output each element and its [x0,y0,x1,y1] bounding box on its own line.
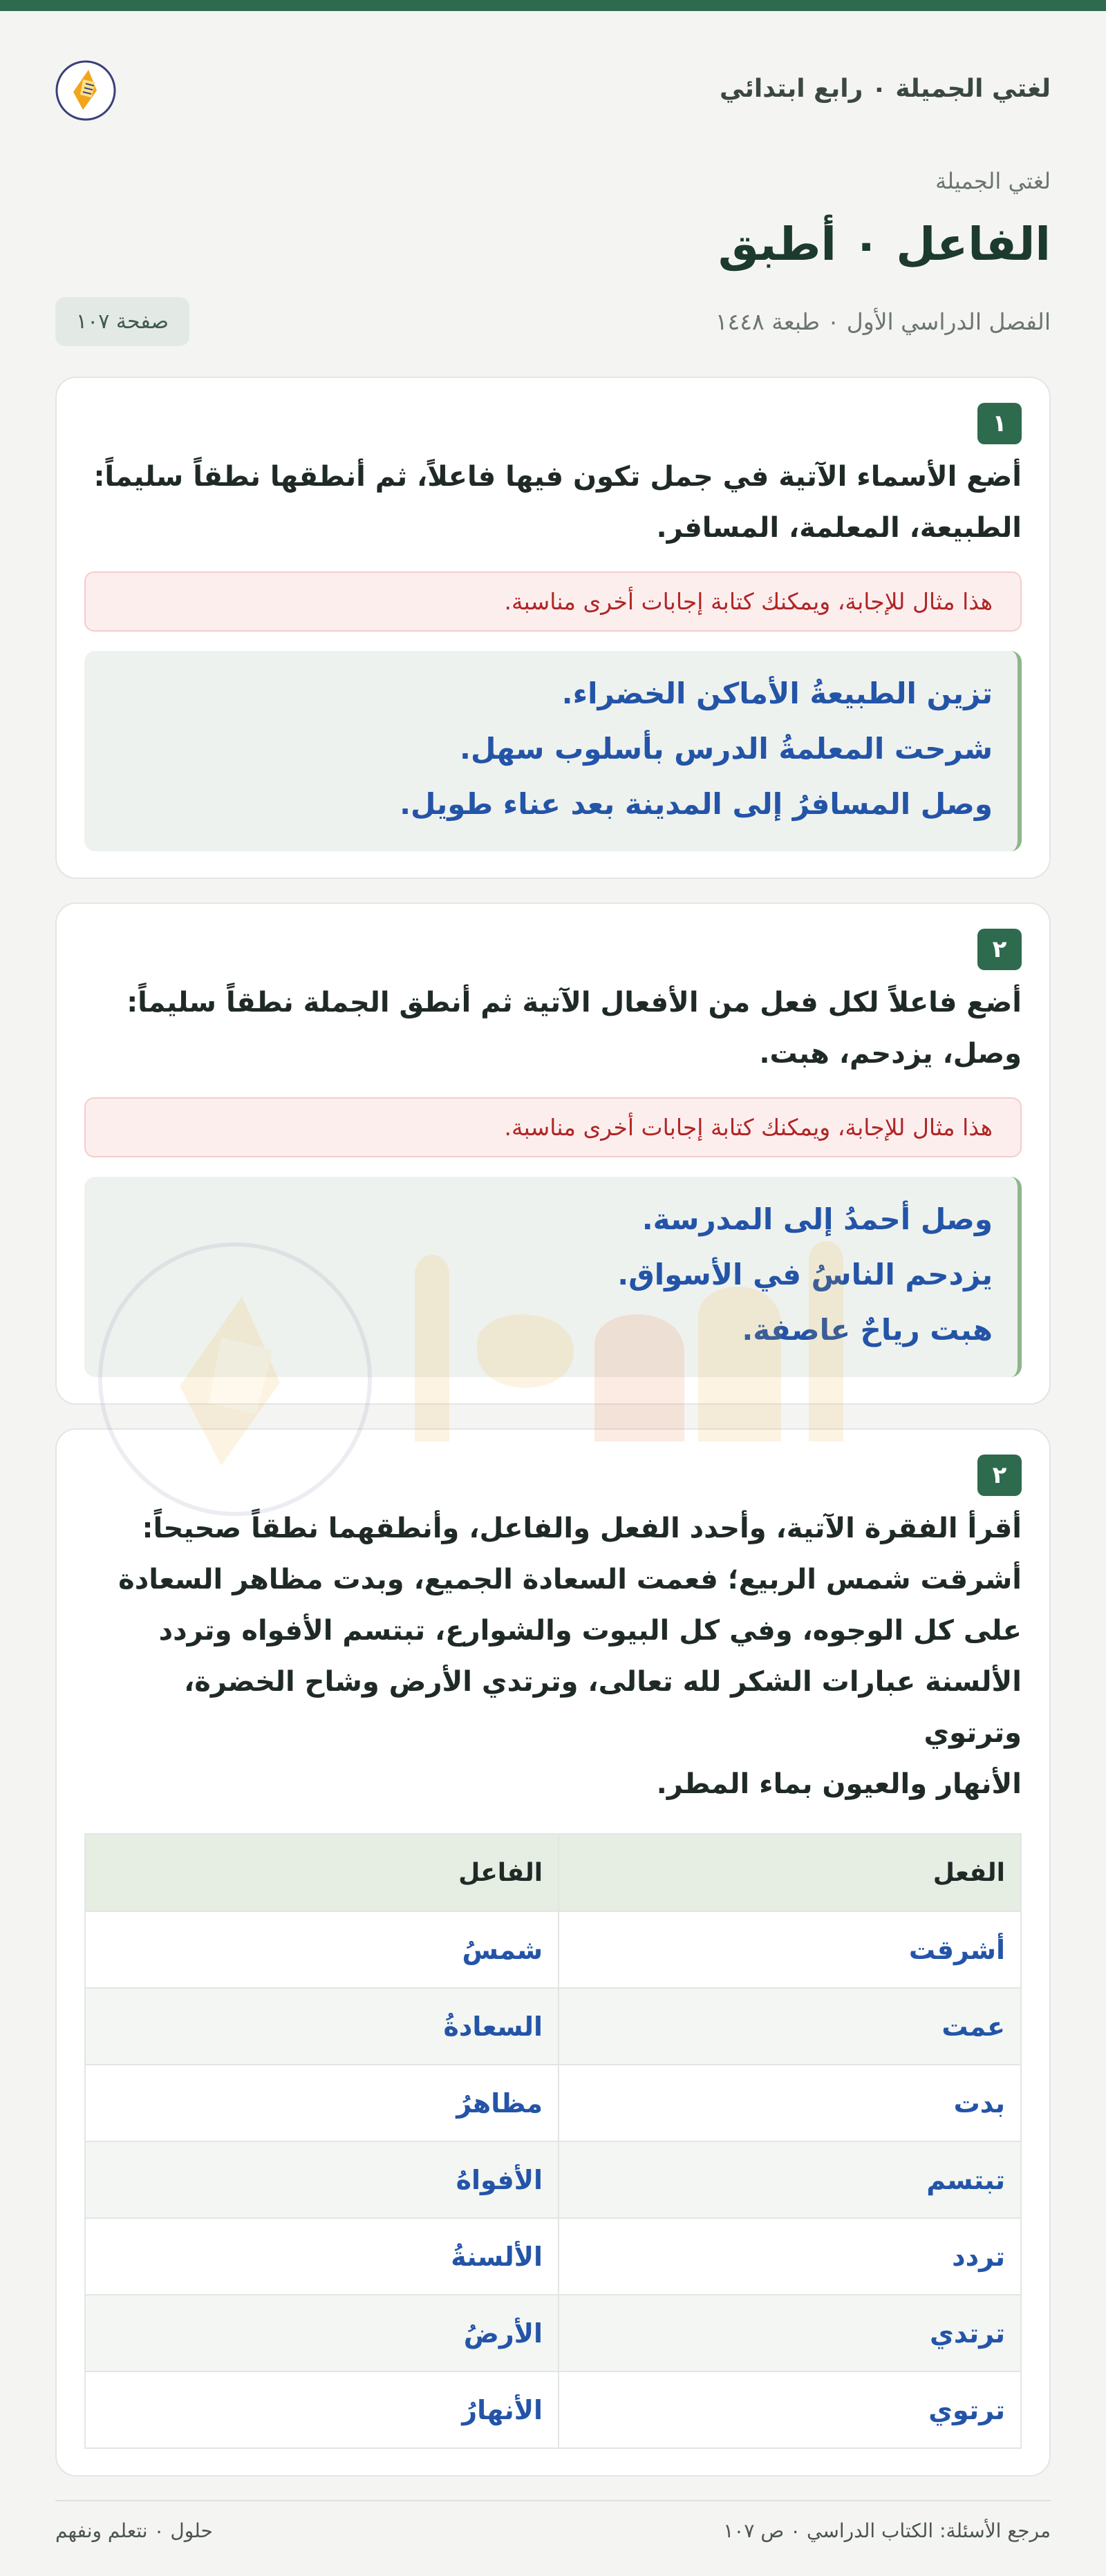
answer-line: يزدحم الناسُ في الأسواق. [617,1258,993,1291]
table-header-row [85,1834,1021,1911]
question-card-1 [55,377,1051,879]
meta-row [55,297,1051,346]
question-text [84,977,1022,1079]
answer-line: شرحت المعلمةُ الدرس بأسلوب سهل. [459,732,993,766]
question-number-badge: ١ [977,403,1022,444]
answer-line: وصل أحمدُ إلى المدرسة. [641,1202,993,1236]
answer-box [84,651,1022,851]
site-header [55,11,1051,167]
subject-cell: الأفواهُ [85,2141,559,2218]
verb-cell: ترتدي [559,2295,1021,2371]
subject-cell: الأرضُ [85,2295,559,2371]
question-card-3 [55,1428,1051,2476]
question-line: الأنهار والعيون بماء المطر. [656,1768,1022,1800]
question-number-badge: ٢ [977,1455,1022,1496]
table-row [85,2141,1021,2218]
question-line: أضع الأسماء الآتية في جمل تكون فيها فاعلاً، ثم أنطقها نطقاً سليماً: [93,461,1022,493]
question-line: أشرقت شمس الربيع؛ فعمت السعادة الجميع، وبدت مظاهر السعادة [118,1564,1022,1595]
page-title: الفاعل ٠ أطبق [718,218,1051,271]
table-row [85,2295,1021,2371]
page [0,11,1106,2576]
question-line: أضع فاعلاً لكل فعل من الأفعال الآتية ثم أنطق الجملة نطقاً سليماً: [126,987,1022,1019]
column-header-verb: الفعل [559,1834,1021,1911]
verb-cell: أشرقت [559,1911,1021,1988]
term-info: الفصل الدراسي الأول ٠ طبعة ١٤٤٨ [715,308,1051,335]
answer-line: وصل المسافرُ إلى المدينة بعد عناء طويل. [400,787,993,821]
answer-line: هبت رياحٌ عاصفة. [742,1313,993,1347]
question-line: أقرأ الفقرة الآتية، وأحدد الفعل والفاعل، وأنطقهما نطقاً صحيحاً: [142,1513,1022,1544]
logo-icon [55,55,250,124]
site-name[interactable]: لغتي الجميلة ٠ رابع ابتدائي [719,75,1051,103]
site-logo[interactable] [55,55,257,124]
verb-cell: تبتسم [559,2141,1021,2218]
question-card-2 [55,902,1051,1405]
subject-cell: مظاهرُ [85,2065,559,2141]
table-row [85,2218,1021,2295]
top-accent-bar [0,0,1106,11]
question-text [84,451,1022,553]
table-row [85,2065,1021,2141]
footer-source: مرجع الأسئلة: الكتاب الدراسي ٠ ص ١٠٧ [723,2519,1051,2542]
question-line: وصل، يزدحم، هبت. [759,1038,1022,1070]
table-row [85,1988,1021,2065]
question-line: على كل الوجوه، وفي كل البيوت والشوارع، تبتسم الأفواه وتردد [158,1615,1022,1647]
question-number-badge: ٢ [977,929,1022,970]
question-text [84,1503,1022,1810]
question-line: الطبيعة، المعلمة، المسافر. [656,512,1022,544]
answer-box [84,1177,1022,1377]
subject-cell: السعادةُ [85,1988,559,2065]
footer-brand[interactable]: حلول ٠ نتعلم ونفهم [55,2519,213,2542]
subject-cell: الألسنةُ [85,2218,559,2295]
subject-cell: الأنهارُ [85,2371,559,2448]
verb-cell: بدت [559,2065,1021,2141]
subject-cell: شمسُ [85,1911,559,1988]
logo-spacer [250,86,257,93]
answer-line: تزين الطبيعةُ الأماكن الخضراء. [561,676,993,710]
verb-subject-table [84,1833,1022,2449]
answer-note: هذا مثال للإجابة، ويمكنك كتابة إجابات أخرى مناسبة. [84,571,1022,632]
question-line: الألسنة عبارات الشكر لله تعالى، وترتدي الأرض وشاح الخضرة، وترتوي [184,1666,1022,1749]
column-header-subject: الفاعل [85,1834,559,1911]
verb-cell: تردد [559,2218,1021,2295]
verb-cell: عمت [559,1988,1021,2065]
page-footer [55,2500,1051,2576]
breadcrumb[interactable]: لغتي الجميلة [935,168,1051,194]
answer-note: هذا مثال للإجابة، ويمكنك كتابة إجابات أخرى مناسبة. [84,1097,1022,1157]
page-badge: صفحة ١٠٧ [55,297,189,346]
table-row [85,2371,1021,2448]
table-row [85,1911,1021,1988]
verb-cell: ترتوي [559,2371,1021,2448]
